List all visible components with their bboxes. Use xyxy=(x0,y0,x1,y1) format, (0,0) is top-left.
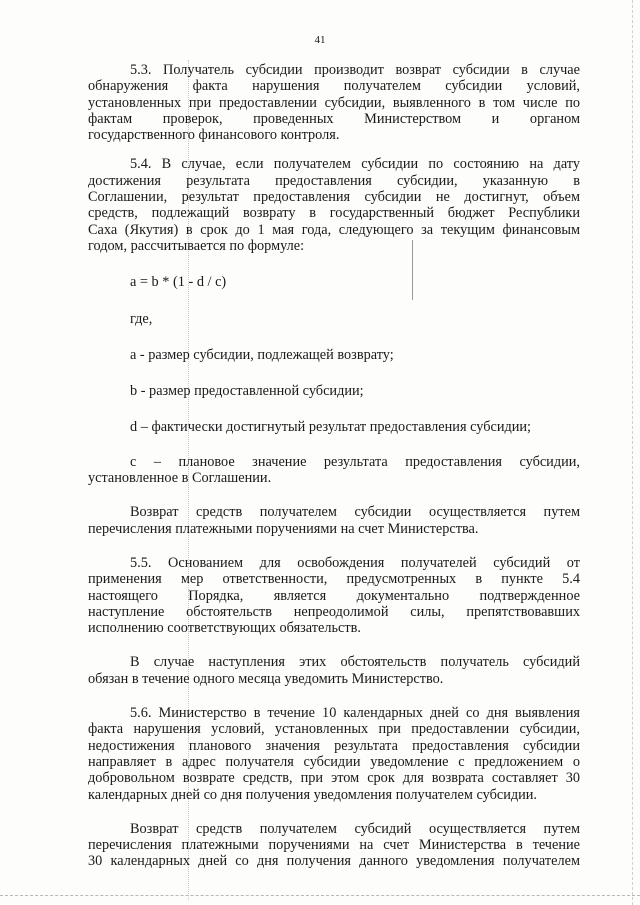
text-line: исполнению соответствующих обязательств. xyxy=(88,620,361,637)
text-line: 5.4. В случае, если получателем субсидии по состоянию на дату xyxy=(130,156,580,173)
text-line: достижения результата предоставления субсидии, указанную в xyxy=(88,172,580,189)
paragraph-force-majeure xyxy=(88,654,580,687)
text-line: установленных при предоставлении субсидии, выявленного в том числе по xyxy=(88,94,580,111)
scan-edge-right xyxy=(632,0,634,905)
text-line: факта нарушения условий, установленных при предоставлении субсидии, xyxy=(88,721,580,738)
text-line: 5.6. Министерство в течение 10 календарных дней со дня выявления xyxy=(130,705,580,722)
paragraph-5-4 xyxy=(88,156,580,254)
paragraph-refund xyxy=(88,504,580,537)
scan-edge-bottom xyxy=(0,895,640,897)
text-line: перечисления платежными поручениями на счет Министерства. xyxy=(88,520,479,537)
text-line: настоящего Порядка, является документально подтвержденное xyxy=(88,587,580,604)
text-line: c – плановое значение результата предоставления субсидии, xyxy=(130,453,580,470)
where-label: где, xyxy=(130,310,153,327)
definition-d: d – фактически достигнутый результат предоставления субсидии; xyxy=(130,419,532,436)
text-line: установленное в Соглашении. xyxy=(88,470,272,487)
text-line: 5.3. Получатель субсидии производит возврат субсидии в случае xyxy=(130,62,580,78)
text-line: государственного финансового контроля. xyxy=(88,127,340,144)
text-line: 5.5. Основанием для освобождения получателей субсидий от xyxy=(130,554,580,571)
text-line: перечисления платежными поручениями на счет Министерства в течение xyxy=(88,837,580,854)
page-number: 41 xyxy=(314,34,326,46)
text-line: направляет в адрес получателя субсидии уведомление с предложением о xyxy=(88,753,580,770)
paragraph-5-6 xyxy=(88,705,580,803)
formula: a = b * (1 - d / c) xyxy=(130,274,227,291)
text-line: годом, рассчитывается по формуле: xyxy=(88,237,305,254)
text-line: средств, подлежащий возврату в государственный бюджет Республики xyxy=(88,205,580,222)
text-line: Соглашении, результат предоставления субсидии не достигнут, объем xyxy=(88,189,580,206)
text-line: 30 календарных дней со дня получения данного уведомления получателем xyxy=(88,853,580,870)
text-line: наступление обстоятельств непреодолимой силы, препятствовавших xyxy=(88,603,580,620)
text-line: обязан в течение одного месяца уведомить Министерство. xyxy=(88,670,444,687)
text-line: Саха (Якутия) в срок до 1 мая года, следующего за текущим финансовым xyxy=(88,221,580,238)
text-line: обнаружения факта нарушения получателем субсидии условий, xyxy=(88,78,580,95)
document-body xyxy=(88,62,580,870)
text-line: применения мер ответственности, предусмотренных в пункте 5.4 xyxy=(88,571,580,588)
text-line: добровольном возврате средств, при этом срок для возврата составляет 30 xyxy=(88,770,580,787)
text-line: фактам проверок, проведенных Министерством и органом xyxy=(88,110,580,127)
paragraph-5-3 xyxy=(88,62,580,143)
text-line: Возврат средств получателем субсидии осуществляется путем xyxy=(130,504,580,521)
definition-a: a - размер субсидии, подлежащей возврату; xyxy=(130,346,394,363)
paragraph-5-5 xyxy=(88,555,580,636)
paragraph-refund-2 xyxy=(88,821,580,870)
definition-c xyxy=(88,454,580,487)
text-line: календарных дней со дня получения уведомления получателем субсидии. xyxy=(88,786,537,803)
text-line: Возврат средств получателем субсидий осуществляется путем xyxy=(130,820,580,837)
definition-b: b - размер предоставленной субсидии; xyxy=(130,383,364,400)
text-line: недостижения планового значения результата предоставления субсидии xyxy=(88,737,580,754)
text-line: В случае наступления этих обстоятельств получатель субсидий xyxy=(130,654,580,671)
